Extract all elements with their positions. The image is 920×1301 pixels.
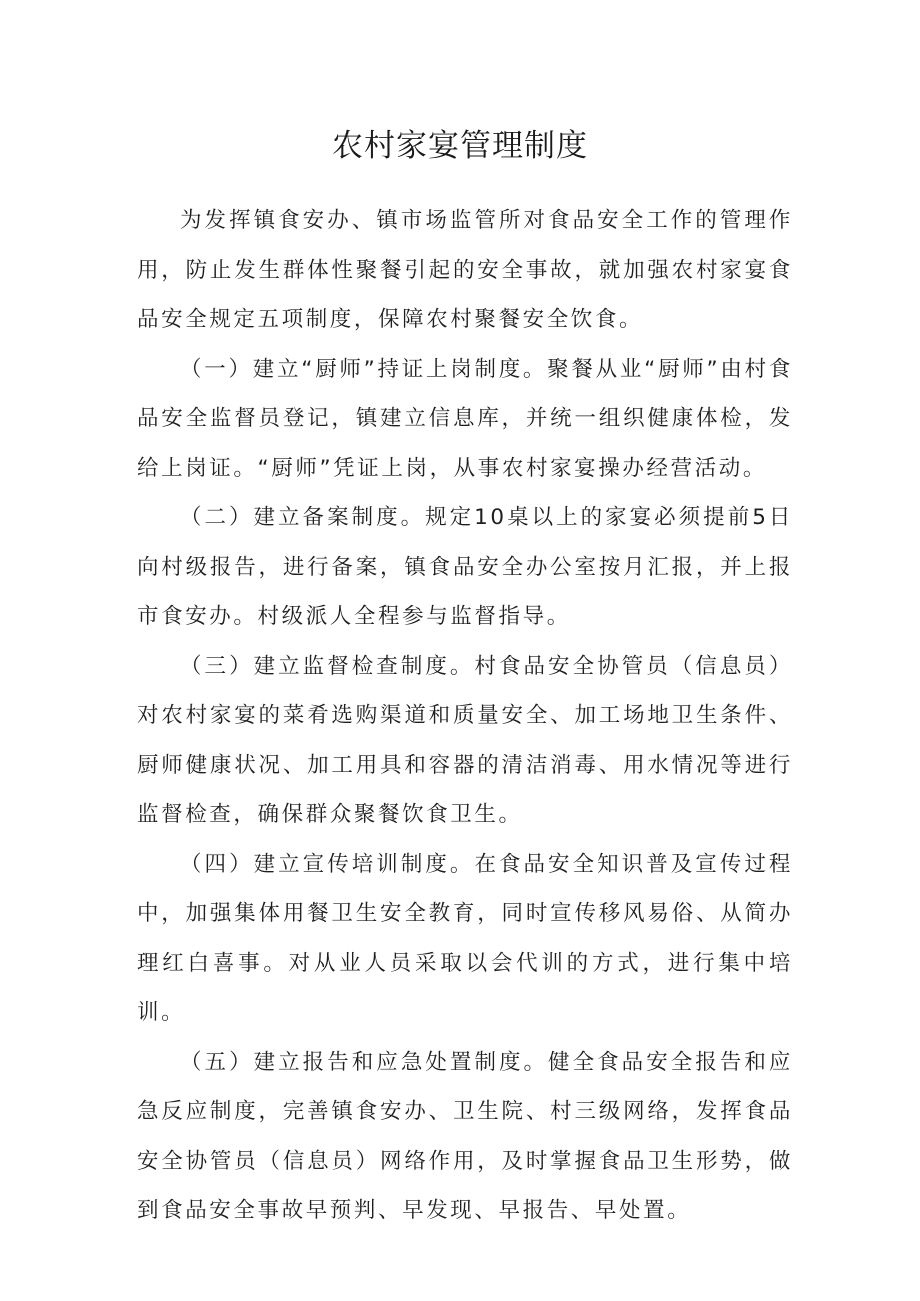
paragraph-item-2: （二）建立备案制度。规定10桌以上的家宴必须提前5日向村级报告，进行备案，镇食品安全办公室按月汇报，并上报市食安办。村级派人全程参与监督指导。 xyxy=(137,505,793,629)
document-title: 农村家宴管理制度 xyxy=(332,128,588,164)
paragraph-intro: 为发挥镇食安办、镇市场监管所对食品安全工作的管理作用，防止发生群体性聚餐引起的安全事故，就加强农村家宴食品安全规定五项制度，保障农村聚餐安全饮食。 xyxy=(137,208,793,332)
paragraph-item-5: （五）建立报告和应急处置制度。健全食品安全报告和应急反应制度，完善镇食安办、卫生院、村三级网络，发挥食品安全协管员（信息员）网络作用，及时掌握食品卫生形势，做到食品安全事故早预判、早发现、早报告、早处置。 xyxy=(137,1049,793,1223)
paragraph-item-4: （四）建立宣传培训制度。在食品安全知识普及宣传过程中，加强集体用餐卫生安全教育，同时宣传移风易俗、从简办理红白喜事。对从业人员采取以会代训的方式，进行集中培训。 xyxy=(137,851,793,1025)
paragraph-item-1: （一）建立“厨师”持证上岗制度。聚餐从业“厨师”由村食品安全监督员登记，镇建立信息库，并统一组织健康体检，发给上岗证。“厨师”凭证上岗，从事农村家宴操办经营活动。 xyxy=(137,356,793,481)
document-body xyxy=(137,196,793,1236)
paragraph-item-3: （三）建立监督检查制度。村食品安全协管员（信息员）对农村家宴的菜肴选购渠道和质量安全、加工场地卫生条件、厨师健康状况、加工用具和容器的清洁消毒、用水情况等进行监督检查，确保群众聚餐饮食卫生。 xyxy=(137,653,793,827)
